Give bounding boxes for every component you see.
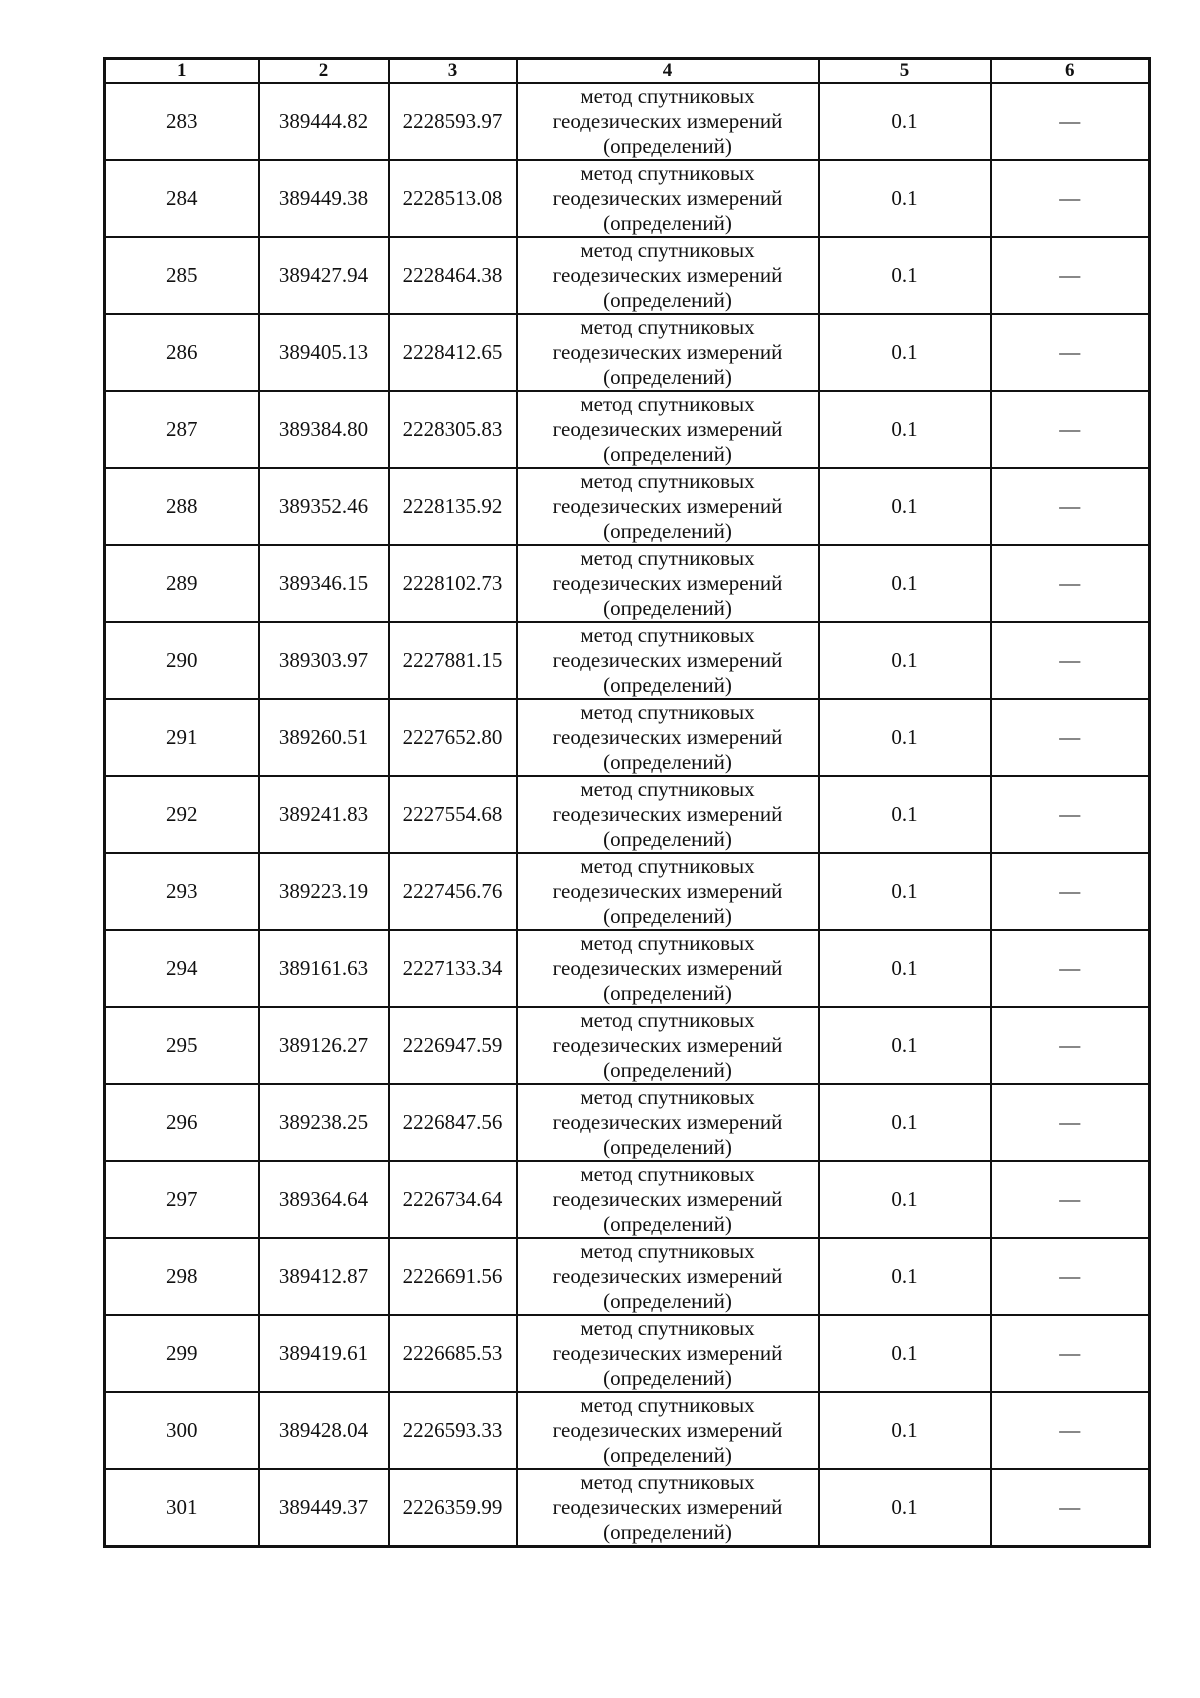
determination-method: метод спутниковых геодезических измерений (определений) [517, 776, 819, 853]
accuracy-value: 0.1 [819, 468, 991, 545]
determination-method: метод спутниковых геодезических измерений (определений) [517, 545, 819, 622]
coordinate-x: 389260.51 [259, 699, 389, 776]
accuracy-value: 0.1 [819, 83, 991, 160]
point-number: 288 [105, 468, 259, 545]
accuracy-value: 0.1 [819, 699, 991, 776]
note-value: — [991, 1392, 1150, 1469]
table-row [105, 853, 1150, 930]
point-number: 292 [105, 776, 259, 853]
note-value: — [991, 160, 1150, 237]
determination-method: метод спутниковых геодезических измерений (определений) [517, 1161, 819, 1238]
table-row [105, 1238, 1150, 1315]
header-col-4: 4 [517, 59, 819, 84]
table-row [105, 699, 1150, 776]
note-value: — [991, 1315, 1150, 1392]
coordinate-y: 2226847.56 [389, 1084, 517, 1161]
determination-method: метод спутниковых геодезических измерений (определений) [517, 699, 819, 776]
point-number: 295 [105, 1007, 259, 1084]
point-number: 290 [105, 622, 259, 699]
note-value: — [991, 1161, 1150, 1238]
point-number: 301 [105, 1469, 259, 1547]
coordinate-y: 2227652.80 [389, 699, 517, 776]
accuracy-value: 0.1 [819, 1315, 991, 1392]
note-value: — [991, 83, 1150, 160]
table-row [105, 391, 1150, 468]
point-number: 299 [105, 1315, 259, 1392]
accuracy-value: 0.1 [819, 391, 991, 468]
coordinate-y: 2227881.15 [389, 622, 517, 699]
point-number: 287 [105, 391, 259, 468]
determination-method: метод спутниковых геодезических измерений (определений) [517, 160, 819, 237]
table-row [105, 1007, 1150, 1084]
point-number: 283 [105, 83, 259, 160]
coordinate-y: 2227133.34 [389, 930, 517, 1007]
table-row [105, 1084, 1150, 1161]
accuracy-value: 0.1 [819, 1007, 991, 1084]
coordinate-y: 2227554.68 [389, 776, 517, 853]
note-value: — [991, 545, 1150, 622]
coordinate-y: 2226947.59 [389, 1007, 517, 1084]
point-number: 286 [105, 314, 259, 391]
coordinate-y: 2228305.83 [389, 391, 517, 468]
determination-method: метод спутниковых геодезических измерений (определений) [517, 853, 819, 930]
determination-method: метод спутниковых геодезических измерений (определений) [517, 1238, 819, 1315]
header-col-3: 3 [389, 59, 517, 84]
note-value: — [991, 237, 1150, 314]
accuracy-value: 0.1 [819, 1084, 991, 1161]
coordinate-x: 389384.80 [259, 391, 389, 468]
table-body [105, 83, 1150, 1547]
header-col-5: 5 [819, 59, 991, 84]
coordinate-x: 389364.64 [259, 1161, 389, 1238]
point-number: 294 [105, 930, 259, 1007]
note-value: — [991, 930, 1150, 1007]
point-number: 296 [105, 1084, 259, 1161]
accuracy-value: 0.1 [819, 622, 991, 699]
coordinate-y: 2228102.73 [389, 545, 517, 622]
coordinate-x: 389449.37 [259, 1469, 389, 1547]
accuracy-value: 0.1 [819, 1392, 991, 1469]
coordinate-x: 389428.04 [259, 1392, 389, 1469]
header-col-6: 6 [991, 59, 1150, 84]
table-row [105, 622, 1150, 699]
coordinate-x: 389126.27 [259, 1007, 389, 1084]
table-row [105, 468, 1150, 545]
note-value: — [991, 853, 1150, 930]
point-number: 291 [105, 699, 259, 776]
coordinate-y: 2228593.97 [389, 83, 517, 160]
point-number: 300 [105, 1392, 259, 1469]
determination-method: метод спутниковых геодезических измерений (определений) [517, 1084, 819, 1161]
header-row [105, 59, 1150, 84]
table-row [105, 1161, 1150, 1238]
accuracy-value: 0.1 [819, 237, 991, 314]
coordinate-x: 389352.46 [259, 468, 389, 545]
coordinate-x: 389161.63 [259, 930, 389, 1007]
point-number: 289 [105, 545, 259, 622]
table-row [105, 1392, 1150, 1469]
determination-method: метод спутниковых геодезических измерений (определений) [517, 1392, 819, 1469]
coordinate-x: 389241.83 [259, 776, 389, 853]
determination-method: метод спутниковых геодезических измерений (определений) [517, 237, 819, 314]
accuracy-value: 0.1 [819, 1161, 991, 1238]
note-value: — [991, 776, 1150, 853]
header-col-2: 2 [259, 59, 389, 84]
coordinate-x: 389346.15 [259, 545, 389, 622]
determination-method: метод спутниковых геодезических измерений (определений) [517, 391, 819, 468]
determination-method: метод спутниковых геодезических измерений (определений) [517, 622, 819, 699]
coordinate-y: 2226593.33 [389, 1392, 517, 1469]
accuracy-value: 0.1 [819, 160, 991, 237]
point-number: 293 [105, 853, 259, 930]
note-value: — [991, 1084, 1150, 1161]
point-number: 285 [105, 237, 259, 314]
determination-method: метод спутниковых геодезических измерений (определений) [517, 1007, 819, 1084]
coordinate-x: 389449.38 [259, 160, 389, 237]
coordinate-y: 2226359.99 [389, 1469, 517, 1547]
table-row [105, 237, 1150, 314]
determination-method: метод спутниковых геодезических измерений (определений) [517, 468, 819, 545]
point-number: 298 [105, 1238, 259, 1315]
accuracy-value: 0.1 [819, 776, 991, 853]
coordinate-x: 389444.82 [259, 83, 389, 160]
coordinate-y: 2227456.76 [389, 853, 517, 930]
table-row [105, 314, 1150, 391]
note-value: — [991, 1007, 1150, 1084]
coordinate-y: 2228135.92 [389, 468, 517, 545]
table-row [105, 776, 1150, 853]
note-value: — [991, 391, 1150, 468]
point-number: 284 [105, 160, 259, 237]
coordinate-y: 2228513.08 [389, 160, 517, 237]
point-number: 297 [105, 1161, 259, 1238]
table-row [105, 160, 1150, 237]
accuracy-value: 0.1 [819, 545, 991, 622]
header-col-1: 1 [105, 59, 259, 84]
coordinate-x: 389419.61 [259, 1315, 389, 1392]
determination-method: метод спутниковых геодезических измерений (определений) [517, 83, 819, 160]
accuracy-value: 0.1 [819, 1238, 991, 1315]
coordinate-y: 2226734.64 [389, 1161, 517, 1238]
coordinate-y: 2228464.38 [389, 237, 517, 314]
note-value: — [991, 468, 1150, 545]
table-row [105, 83, 1150, 160]
accuracy-value: 0.1 [819, 853, 991, 930]
table-row [105, 930, 1150, 1007]
coordinate-x: 389405.13 [259, 314, 389, 391]
coordinate-x: 389238.25 [259, 1084, 389, 1161]
accuracy-value: 0.1 [819, 1469, 991, 1547]
coordinate-x: 389303.97 [259, 622, 389, 699]
note-value: — [991, 314, 1150, 391]
table-row [105, 1315, 1150, 1392]
determination-method: метод спутниковых геодезических измерений (определений) [517, 314, 819, 391]
coordinate-y: 2228412.65 [389, 314, 517, 391]
determination-method: метод спутниковых геодезических измерений (определений) [517, 930, 819, 1007]
coordinate-y: 2226691.56 [389, 1238, 517, 1315]
determination-method: метод спутниковых геодезических измерений (определений) [517, 1469, 819, 1547]
note-value: — [991, 699, 1150, 776]
table-row [105, 1469, 1150, 1547]
coordinate-x: 389412.87 [259, 1238, 389, 1315]
coordinates-table [103, 57, 1151, 1548]
note-value: — [991, 1238, 1150, 1315]
determination-method: метод спутниковых геодезических измерений (определений) [517, 1315, 819, 1392]
coordinate-x: 389223.19 [259, 853, 389, 930]
accuracy-value: 0.1 [819, 314, 991, 391]
table-row [105, 545, 1150, 622]
note-value: — [991, 622, 1150, 699]
accuracy-value: 0.1 [819, 930, 991, 1007]
note-value: — [991, 1469, 1150, 1547]
table-header [105, 59, 1150, 84]
coordinate-x: 389427.94 [259, 237, 389, 314]
coordinate-y: 2226685.53 [389, 1315, 517, 1392]
